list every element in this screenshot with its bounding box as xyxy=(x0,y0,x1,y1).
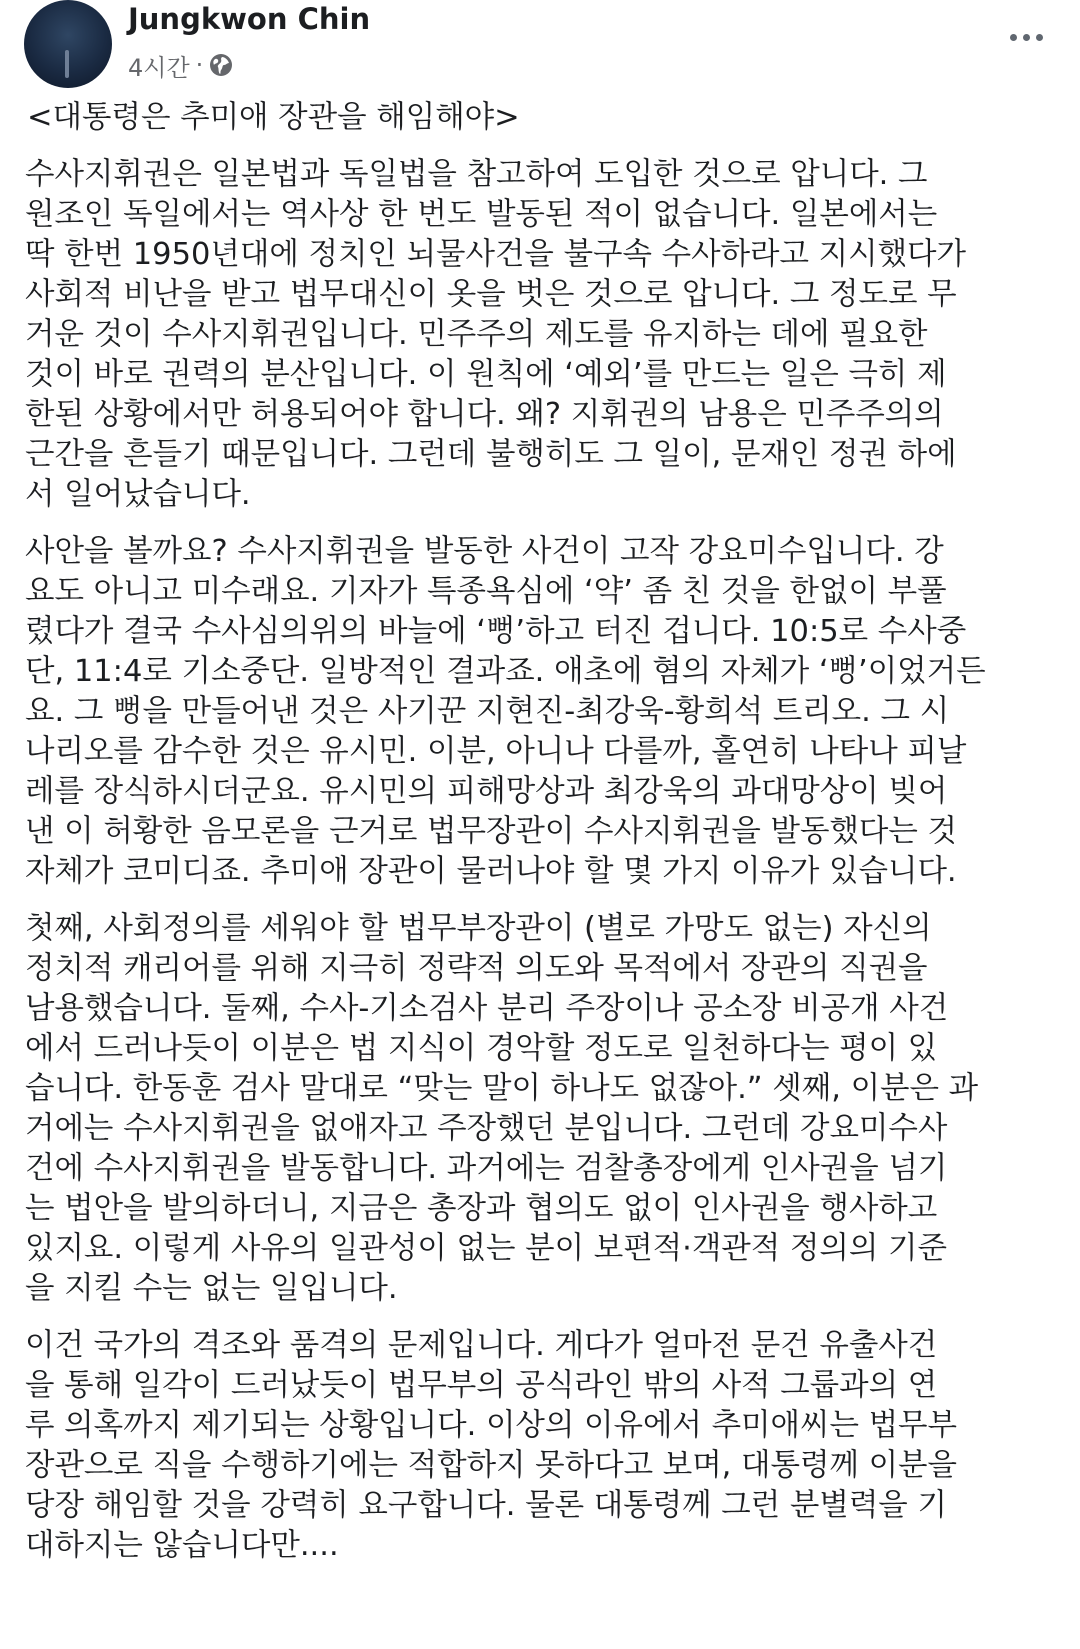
post-paragraph xyxy=(25,909,1015,1309)
paragraph-line: 레를 장식하시더군요. 유시민의 피해망상과 최강욱의 과대망상이 빚어 xyxy=(25,774,948,809)
paragraph-line: 사회적 비난을 받고 법무대신이 옷을 벗은 것으로 압니다. 그 정도로 무 xyxy=(25,277,957,312)
paragraph-line: 첫째, 사회정의를 세워야 할 법무부장관이 (별로 가망도 없는) 자신의 xyxy=(25,911,932,946)
more-options-icon xyxy=(1023,34,1030,41)
post-meta xyxy=(128,50,233,80)
author-avatar[interactable] xyxy=(24,0,112,88)
paragraph-line: 거에는 수사지휘권을 없애자고 주장했던 분입니다. 그런데 강요미수사 xyxy=(25,1111,948,1146)
paragraph-line: 단, 11:4로 기소중단. 일방적인 결과죠. 애초에 혐의 자체가 ‘뻥’이었거든 xyxy=(25,654,986,689)
paragraph-line: 정치적 캐리어를 위해 지극히 정략적 의도와 목적에서 장관의 직권을 xyxy=(25,951,928,986)
post-body xyxy=(25,98,1015,1583)
paragraph-line: 당장 해임할 것을 강력히 요구합니다. 물론 대통령께 그런 분별력을 기 xyxy=(25,1488,947,1523)
paragraph-line: 루 의혹까지 제기되는 상황입니다. 이상의 이유에서 추미애씨는 법무부 xyxy=(25,1408,957,1443)
meta-separator: · xyxy=(195,51,204,79)
paragraph-line: 수사지휘권은 일본법과 독일법을 참고하여 도입한 것으로 압니다. 그 xyxy=(25,157,928,192)
paragraph-line: 남용했습니다. 둘째, 수사-기소검사 분리 주장이나 공소장 비공개 사건 xyxy=(25,991,949,1026)
paragraph-line: 는 법안을 발의하더니, 지금은 총장과 협의도 없이 인사권을 행사하고 xyxy=(25,1191,938,1226)
globe-icon[interactable] xyxy=(209,53,233,77)
paragraph-line: 을 지킬 수는 없는 일입니다. xyxy=(25,1271,398,1306)
post-paragraph xyxy=(25,532,1015,892)
paragraph-line: 딱 한번 1950년대에 정치인 뇌물사건을 불구속 수사하라고 지시했다가 xyxy=(25,237,966,272)
paragraph-line: 있지요. 이렇게 사유의 일관성이 없는 분이 보편적·객관적 정의의 기준 xyxy=(25,1231,947,1266)
paragraph-line: 사안을 볼까요? 수사지휘권을 발동한 사건이 고작 강요미수입니다. 강 xyxy=(25,534,944,569)
paragraph-line: 요. 그 뻥을 만들어낸 것은 사기꾼 지현진-최강욱-황희석 트리오. 그 시 xyxy=(25,694,950,729)
paragraph-line: 렸다가 결국 수사심의위의 바늘에 ‘뻥’하고 터진 겁니다. 10:5로 수사중 xyxy=(25,614,967,649)
author-name[interactable]: Jungkwon Chin xyxy=(128,2,371,36)
paragraph-line: 자체가 코미디죠. 추미애 장관이 물러나야 할 몇 가지 이유가 있습니다. xyxy=(25,854,957,889)
post-timestamp[interactable]: 4시간 xyxy=(128,53,190,82)
paragraph-line: 장관으로 직을 수행하기에는 적합하지 못하다고 보며, 대통령께 이분을 xyxy=(25,1448,957,1483)
paragraph-line: 대하지는 않습니다만.... xyxy=(25,1528,339,1563)
paragraph-line: 거운 것이 수사지휘권입니다. 민주주의 제도를 유지하는 데에 필요한 xyxy=(25,317,928,352)
paragraph-line: 원조인 독일에서는 역사상 한 번도 발동된 적이 없습니다. 일본에서는 xyxy=(25,197,938,232)
more-options-icon xyxy=(1036,34,1043,41)
paragraph-line: 한된 상황에서만 허용되어야 합니다. 왜? 지휘권의 남용은 민주주의의 xyxy=(25,397,944,432)
post-header xyxy=(0,0,1080,96)
paragraph-line: 에서 드러나듯이 이분은 법 지식이 경악할 정도로 일천하다는 평이 있 xyxy=(25,1031,938,1066)
paragraph-line: 이건 국가의 격조와 품격의 문제입니다. 게다가 얼마전 문건 유출사건 xyxy=(25,1328,938,1363)
paragraph-line: 요도 아니고 미수래요. 기자가 특종욕심에 ‘약’ 좀 친 것을 한없이 부풀 xyxy=(25,574,947,609)
paragraph-line: 건에 수사지휘권을 발동합니다. 과거에는 검찰총장에게 인사권을 넘기 xyxy=(25,1151,948,1186)
post-paragraph xyxy=(25,155,1015,515)
more-options-icon xyxy=(1010,34,1017,41)
more-options-button[interactable] xyxy=(1002,22,1050,52)
paragraph-line: 낸 이 허황한 음모론을 근거로 법무장관이 수사지휘권을 발동했다는 것 xyxy=(25,814,957,849)
paragraph-line: 을 통해 일각이 드러났듯이 법무부의 공식라인 밖의 사적 그룹과의 연 xyxy=(25,1368,938,1403)
post-paragraphs xyxy=(25,155,1015,1566)
avatar-figure xyxy=(65,50,69,78)
paragraph-line: 서 일어났습니다. xyxy=(25,477,251,512)
paragraph-line: 근간을 흔들기 때문입니다. 그런데 불행히도 그 일이, 문재인 정권 하에 xyxy=(25,437,957,472)
post-title: <대통령은 추미애 장관을 해임해야> xyxy=(27,100,520,135)
post-paragraph xyxy=(25,1326,1015,1566)
paragraph-line: 습니다. 한동훈 검사 말대로 “맞는 말이 하나도 없잖아.” 셋째, 이분은 과 xyxy=(25,1071,979,1106)
paragraph-line: 나리오를 감수한 것은 유시민. 이분, 아니나 다를까, 홀연히 나타나 피날 xyxy=(25,734,967,769)
paragraph-line: 것이 바로 권력의 분산입니다. 이 원칙에 ‘예외’를 만드는 일은 극히 제 xyxy=(25,357,947,392)
